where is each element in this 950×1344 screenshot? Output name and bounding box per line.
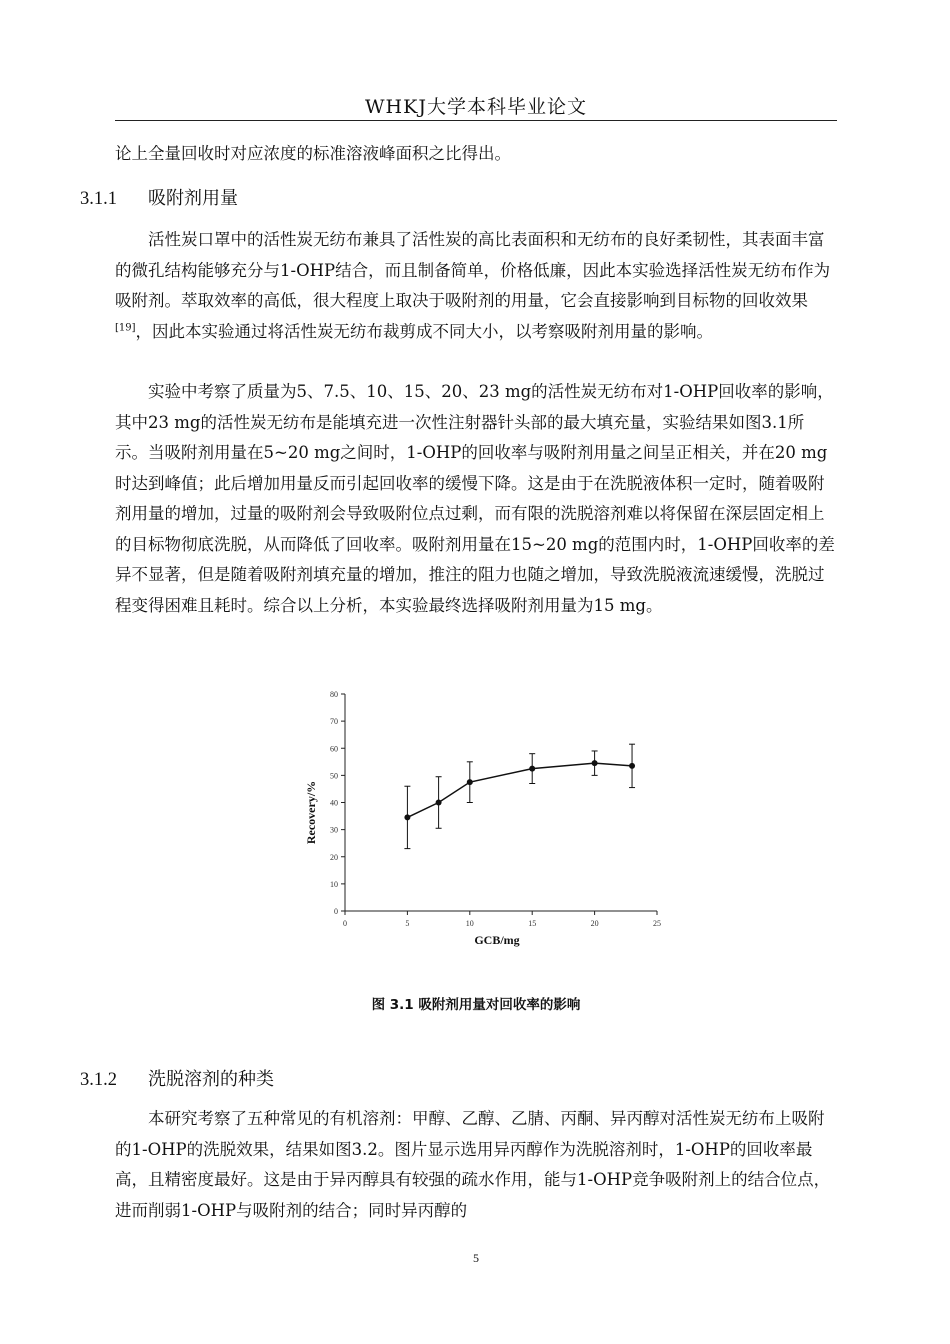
y-tick-label: 70: [330, 717, 338, 727]
data-point: [404, 814, 410, 820]
y-tick-label: 80: [330, 690, 338, 699]
x-tick-label: 0: [343, 919, 347, 928]
x-tick-label: 5: [405, 919, 410, 928]
data-point: [592, 760, 598, 766]
y-tick-label: 40: [330, 798, 338, 808]
x-axis-label: GCB/mg: [474, 933, 520, 947]
y-tick-label: 20: [330, 852, 338, 862]
data-point: [436, 800, 442, 806]
section-number: 3.1.2: [80, 1070, 117, 1090]
header-rule: [115, 120, 837, 121]
x-tick-label: 25: [653, 919, 661, 928]
y-tick-label: 0: [334, 907, 338, 916]
data-point: [629, 763, 635, 769]
paragraph-adsorbent-results: 实验中考察了质量为5、7.5、10、15、20、23 mg的活性炭无纺布对1-OHP回收率的影响，其中23 mg的活性炭无纺布是能填充进一次性注射器针头部的最大填充量，实验结果如图3.1所示。当吸附剂用量在5~20 mg之间时，1-OHP的回收率与吸附剂用量之间呈正相关，并在20 mg时达到峰值；此后增加用量反而引起回收率的缓慢下降。这是由于在洗脱液体积一定时，随着吸附剂用量的增加，过量的吸附剂会导致吸附位点过剩，而有限的洗脱溶剂难以将保留在深层固定相上的目标物彻底洗脱，从而降低了回收率。吸附剂用量在15~20 mg的范围内时，1-OHP回收率的差异不显著，但是随着吸附剂填充量的增加，推注的阻力也随之增加，导致洗脱液流速缓慢，洗脱过程变得困难且耗时。综合以上分析，本实验最终选择吸附剂用量为15 mg。: [115, 382, 835, 615]
page-header: WHKJ大学本科毕业论文: [365, 96, 587, 118]
x-tick-label: 20: [590, 919, 599, 928]
section-title: 吸附剂用量: [148, 188, 238, 209]
y-tick-label: 10: [330, 879, 338, 889]
data-point: [529, 766, 535, 772]
series-line: [407, 763, 632, 817]
paragraph-adsorbent-intro: [115, 225, 837, 347]
citation-ref: [19]: [115, 322, 136, 333]
y-axis-label: Recovery/%: [304, 780, 318, 845]
y-tick-label: 50: [330, 771, 338, 781]
page-number: 5: [473, 1251, 479, 1265]
x-tick-label: 15: [528, 919, 537, 928]
chart-axes: [304, 690, 661, 947]
paragraph-text: ，因此本实验通过将活性炭无纺布裁剪成不同大小，以考察吸附剂用量的影响。: [135, 321, 714, 341]
y-tick-label: 60: [330, 744, 338, 754]
section-number: 3.1.1: [80, 189, 117, 209]
paragraph-continued: 论上全量回收时对应浓度的标准溶液峰面积之比得出。: [115, 144, 511, 163]
recovery-chart: [280, 682, 680, 952]
section-heading-3-1-2: [80, 1065, 274, 1091]
paragraph-text: 活性炭口罩中的活性炭无纺布兼具了活性炭的高比表面积和无纺布的良好柔韧性，其表面丰富的微孔结构能够充分与1-OHP结合，而且制备简单，价格低廉，因此本实验选择活性炭无纺布作为吸附剂。萃取效率的高低，很大程度上取决于吸附剂的用量，它会直接影响到目标物的回收效果: [115, 230, 831, 310]
x-tick-label: 10: [465, 919, 474, 928]
paragraph-eluent: 本研究考察了五种常见的有机溶剂：甲醇、乙醇、乙腈、丙酮、异丙醇对活性炭无纺布上吸附的1-OHP的洗脱效果，结果如图3.2。图片显示选用异丙醇作为洗脱溶剂时，1-OHP的回收率最高，且精密度最好。这是由于异丙醇具有较强的疏水作用，能与1-OHP竞争吸附剂上的结合位点，进而削弱1-OHP与吸附剂的结合；同时异丙醇的: [115, 1109, 831, 1220]
chart-marks: [404, 744, 635, 848]
y-tick-label: 30: [330, 825, 338, 835]
data-point: [467, 779, 473, 785]
figure-caption: 图 3.1 吸附剂用量对回收率的影响: [371, 997, 581, 1013]
section-title: 洗脱溶剂的种类: [148, 1069, 274, 1090]
section-heading-3-1-1: [80, 184, 238, 210]
